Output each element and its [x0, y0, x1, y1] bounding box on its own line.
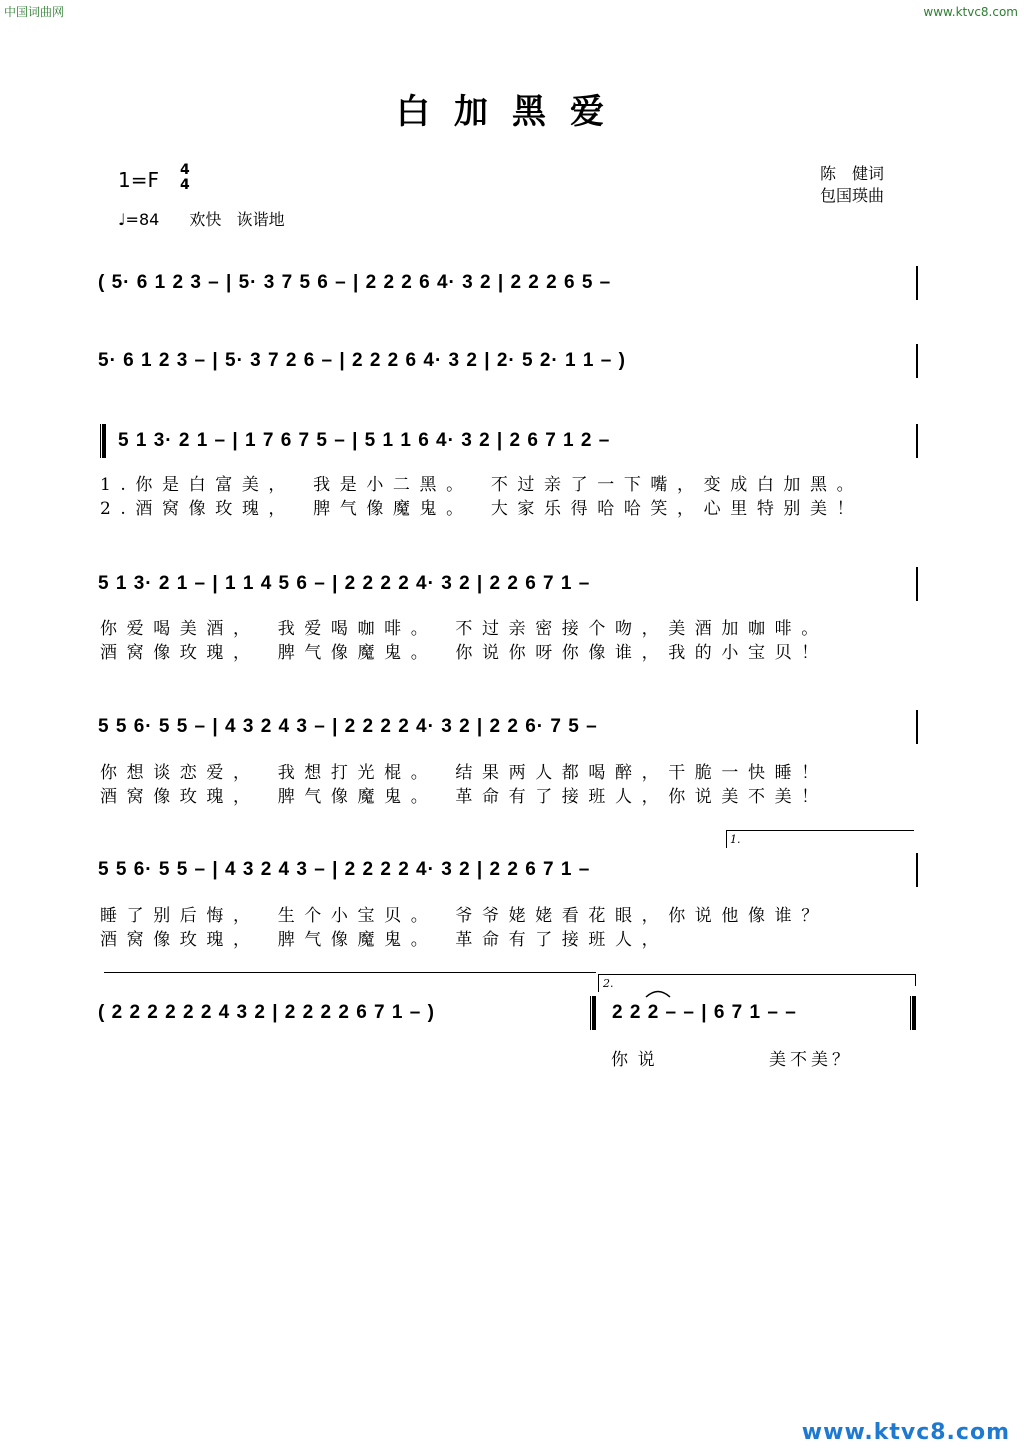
volta-1-label: 1. [730, 833, 741, 846]
watermark-site-name: 中国词曲网 [4, 5, 65, 19]
repeat-end-barline [590, 996, 596, 1030]
tempo-marking: ♩=84 [118, 210, 160, 229]
volta-2-end-tick [915, 974, 916, 986]
score-line-6: 5 5 6· 5 5 – | 4 3 2 4 3 – | 2 2 2 2 4· 3 2 | 2 2 6 7 1 – [98, 859, 591, 880]
expression-mark-2: 诙谐地 [236, 210, 285, 229]
volta-1-tick [726, 830, 727, 848]
score-line-5: 5 5 6· 5 5 – | 4 3 2 4 3 – | 2 2 2 2 4· 3 2 | 2 2 6· 7 5 – [98, 716, 598, 737]
lyric-verse-1-line-1: 1.你是白富美， 我是小二黑。 不过亲了一下嘴，变成白加黑。 [100, 475, 864, 495]
score-line-7-interlude: ( 2 2 2 2 2 2 4 3 2 | 2 2 2 2 6 7 1 – ) [98, 1002, 435, 1023]
lyric-verse-2-line-2: 酒窝像玫瑰， 脾气像魔鬼。 你说你呀你像谁，我的小宝贝！ [100, 643, 828, 663]
key-signature: 1=F [118, 168, 159, 192]
lyric-verse-2-line-3: 酒窝像玫瑰， 脾气像魔鬼。 革命有了接班人，你说美不美！ [100, 787, 828, 807]
time-signature-bottom: 4 [180, 177, 190, 193]
lyric-ending-1: 你说 [611, 1050, 665, 1070]
tempo-line [118, 207, 285, 230]
expression-mark: 欢快 [189, 210, 222, 229]
lyric-verse-1-line-3: 你想谈恋爱， 我想打光棍。 结果两人都喝醉，干脆一快睡！ [100, 763, 828, 783]
barline-end-3 [916, 424, 918, 458]
score-line-1: ( 5· 6 1 2 3 – | 5· 3 7 5 6 – | 2 2 2 6 4· 3 2 | 2 2 2 6 5 – [98, 272, 612, 293]
final-barline [910, 996, 916, 1030]
lyric-verse-2-line-1: 2.酒窝像玫瑰， 脾气像魔鬼。 大家乐得哈哈笑，心里特别美！ [100, 499, 864, 519]
lyric-verse-2-line-4: 酒窝像玫瑰， 脾气像魔鬼。 革命有了接班人， [100, 930, 669, 950]
repeat-start-barline [100, 424, 106, 458]
score-line-7-ending: 2 2 2 – – | 6 7 1 – – [612, 1002, 797, 1023]
watermark-url: www.ktvc8.com [923, 5, 1018, 19]
tie-arc [644, 988, 672, 998]
volta-2-label: 2. [603, 977, 614, 990]
watermark-logo: www.ktvc8.com [801, 1420, 1010, 1445]
volta-2-tick [598, 974, 599, 992]
score-line-2: 5· 6 1 2 3 – | 5· 3 7 2 6 – | 2 2 2 6 4· 3 2 | 2· 5 2· 1 1 – ) [98, 350, 626, 371]
interlude-bracket [104, 972, 596, 973]
score-line-4: 5 1 3· 2 1 – | 1 1 4 5 6 – | 2 2 2 2 4· 3 2 | 2 2 6 7 1 – [98, 573, 591, 594]
barline-end-1 [916, 266, 918, 300]
composer-credit: 包国瑛曲 [820, 186, 885, 205]
lyric-verse-1-line-2: 你爱喝美酒， 我爱喝咖啡。 不过亲密接个吻，美酒加咖啡。 [100, 619, 828, 639]
lyric-verse-1-line-4: 睡了别后悔， 生个小宝贝。 爷爷姥姥看花眼，你说他像谁？ [100, 906, 828, 926]
time-signature [180, 163, 190, 193]
time-signature-top: 4 [180, 162, 190, 178]
barline-end-5 [916, 710, 918, 744]
song-title: 白加黑爱 [396, 92, 628, 132]
barline-end-4 [916, 567, 918, 601]
lyric-ending-2: 美不美？ [769, 1050, 853, 1070]
barline-end-6 [916, 853, 918, 887]
lyricist-credit: 陈 健词 [820, 164, 885, 183]
volta-1-bracket [726, 830, 914, 831]
volta-2-bracket [598, 974, 916, 975]
score-line-3: 5 1 3· 2 1 – | 1 7 6 7 5 – | 5 1 1 6 4· 3 2 | 2 6 7 1 2 – [118, 430, 611, 451]
barline-end-2 [916, 344, 918, 378]
